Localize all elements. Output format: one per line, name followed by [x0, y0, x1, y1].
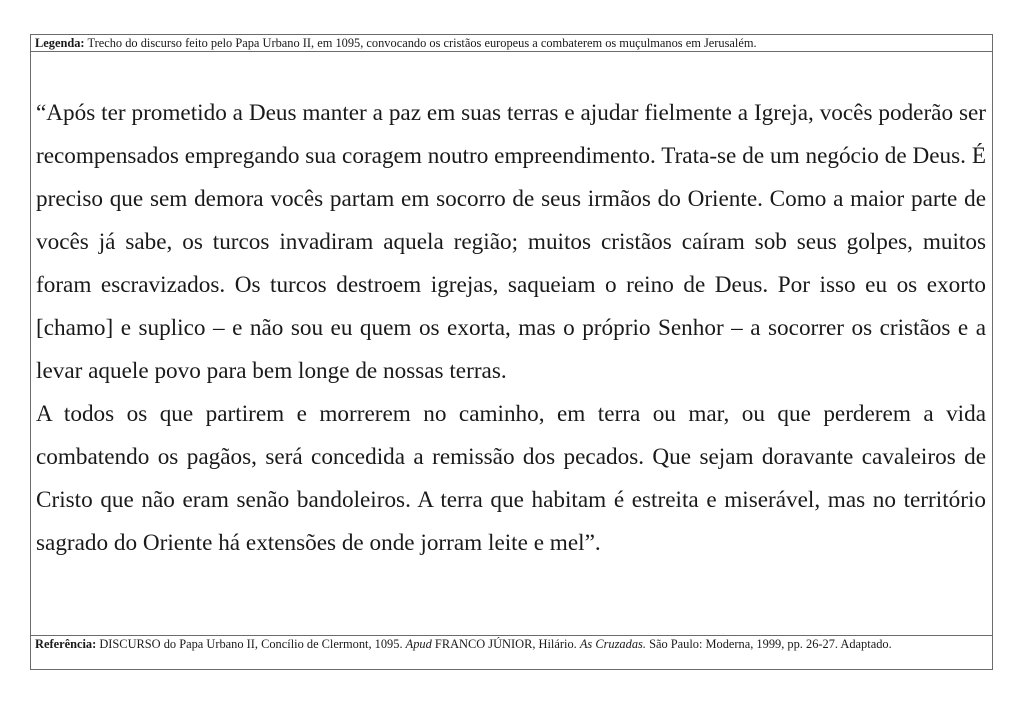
reference-row [31, 635, 992, 671]
speech-paragraph-1: “Após ter prometido a Deus manter a paz em suas terras e ajudar fielmente a Igreja, vocês poderão ser recompensados empregando sua coragem noutro empreendimento. Trata-se de um negócio de Deus. É preciso que sem demora vocês partam em socorro de seus irmãos do Oriente. Como a maior parte de vocês já sabe, os turcos invadiram aquela região; muitos cristãos caíram sob seus golpes, muitos foram escravizados. Os turcos destroem igrejas, saqueiam o reino de Deus. Por isso eu os exorto [chamo] e suplico – e não sou eu quem os exorta, mas o próprio Senhor – a socorrer os cristãos e a levar aquele povo para bem longe de nossas terras. [36, 100, 986, 384]
reference-part-2: FRANCO JÚNIOR, Hilário. [434, 637, 577, 651]
legend-row [31, 35, 992, 52]
reference-part-3: São Paulo: Moderna, 1999, pp. 26-27. Adaptado. [649, 637, 892, 651]
document-frame [30, 34, 993, 670]
speech-excerpt [36, 92, 986, 565]
legend-label: Legenda: [35, 36, 85, 50]
legend-text: Trecho do discurso feito pelo Papa Urbano II, em 1095, convocando os cristãos europeus a combaterem os muçulmanos em Jerusalém. [87, 36, 757, 50]
reference-part-1: DISCURSO do Papa Urbano II, Concílio de Clermont, 1095. [99, 637, 403, 651]
reference-label: Referência: [35, 637, 97, 651]
speech-paragraph-2: A todos os que partirem e morrerem no caminho, em terra ou mar, ou que perderem a vida combatendo os pagãos, será concedida a remissão dos pecados. Que sejam doravante cavaleiros de Cristo que não eram senão bandoleiros. A terra que habitam é estreita e miserável, mas no território sagrado do Oriente há extensões de onde jorram leite e mel”. [36, 401, 986, 556]
reference-apud: Apud [405, 637, 432, 651]
reference-book-title: As Cruzadas. [579, 637, 646, 651]
